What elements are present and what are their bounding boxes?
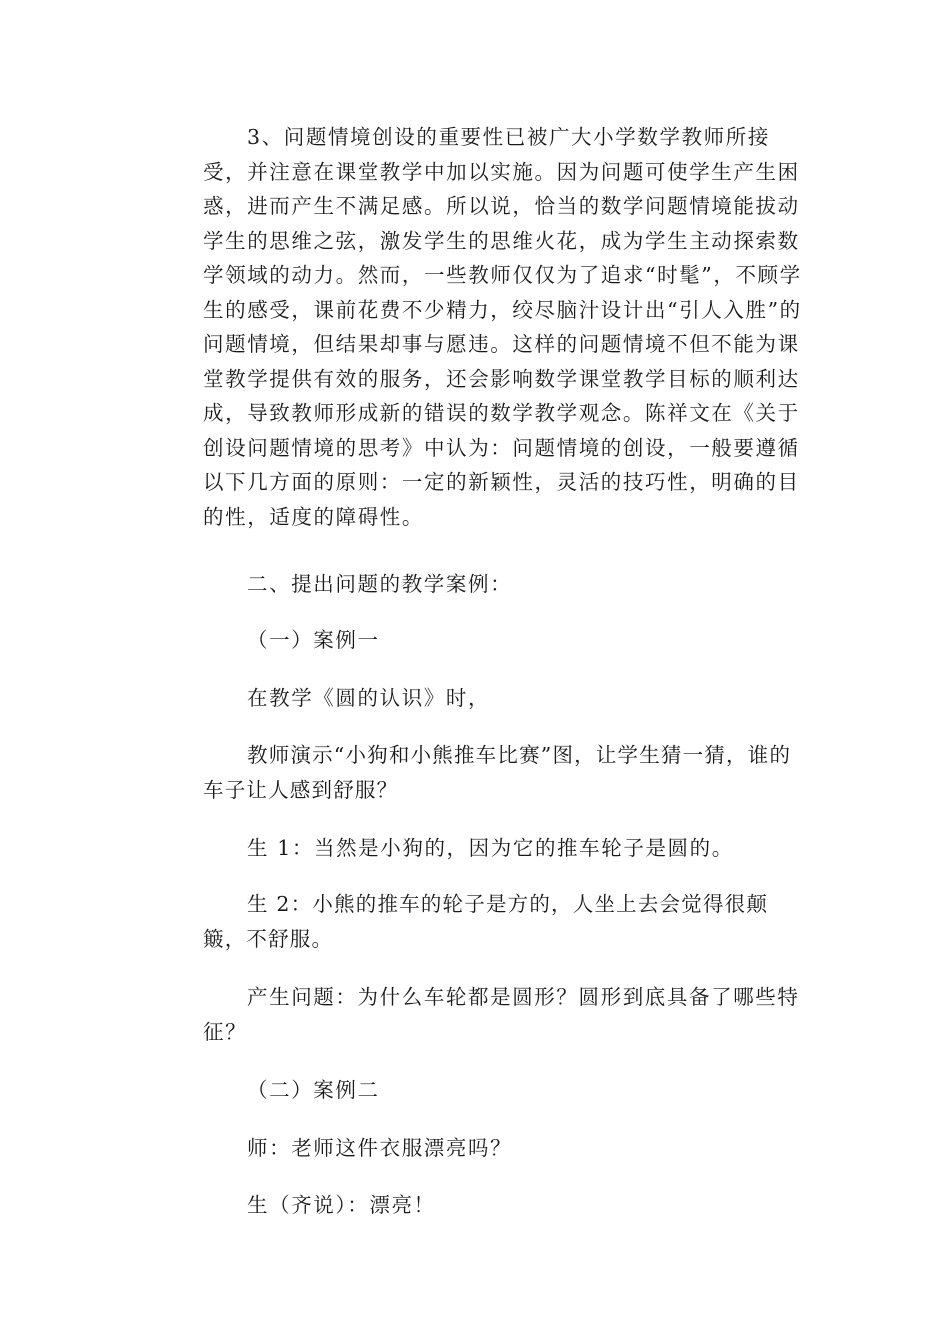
paragraph-students-answer: 生（齐说）：漂亮！ (247, 1193, 436, 1217)
section-heading-teaching-cases: 二、提出问题的教学案例： (247, 572, 513, 596)
paragraph-teacher-demo: 教师演示“小狗和小熊推车比赛”图，让学生猜一猜，谁的车子让人感到舒服？ (203, 743, 792, 802)
case-one-heading: （一）案例一 (247, 628, 380, 652)
paragraph-problem-situation: 3、问题情境创设的重要性已被广大小学数学教师所接受，并注意在课堂教学中加以实施。因为问题可使学生产生困惑，进而产生不满足感。所以说，恰当的数学问题情境能拔动学生的思维之弦，激发学生的思维火花，成为学生主动探索数学领域的动力。然而，一些教师仅仅为了追求“时髦”，不顾学生的感受，课前花费不少精力，绞尽脑汁设计出“引人入胜”的问题情境，但结果却事与愿违。这样的问题情境不但不能为课堂教学提供有效的服务，还会影响数学课堂教学目标的顺利达成，导致教师形成新的错误的数学教学观念。陈祥文在《关于创设问题情境的思考》中认为：问题情境的创设，一般要遵循以下几方面的原则：一定的新颖性，灵活的技巧性，明确的目的性，适度的障碍性。 (203, 125, 802, 529)
case-two-heading: （二）案例二 (247, 1078, 380, 1102)
paragraph-teacher-question: 师：老师这件衣服漂亮吗？ (247, 1136, 513, 1160)
paragraph-generated-question: 产生问题：为什么车轮都是圆形？圆形到底具备了哪些特征？ (203, 985, 800, 1044)
paragraph-circle-lesson: 在教学《圆的认识》时， (247, 686, 491, 710)
paragraph-student-1: 生 1：当然是小狗的，因为它的推车轮子是圆的。 (247, 836, 734, 860)
paragraph-student-2: 生 2：小熊的推车的轮子是方的，人坐上去会觉得很颠簸，不舒服。 (203, 892, 769, 951)
